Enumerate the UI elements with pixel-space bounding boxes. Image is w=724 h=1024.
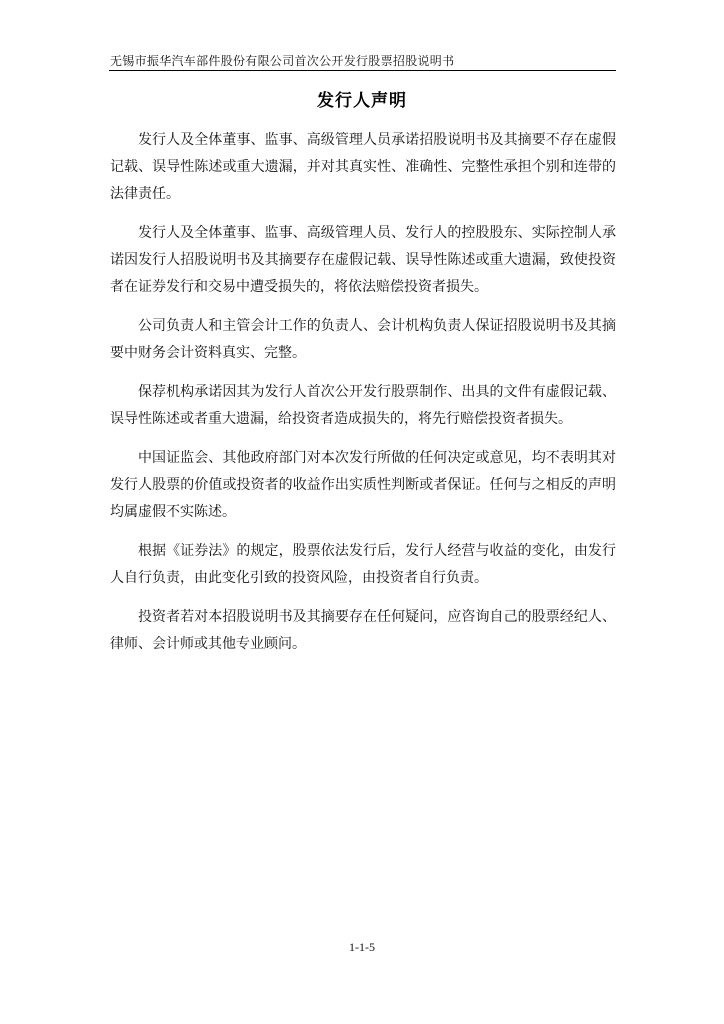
paragraph-4: 保荐机构承诺因其为发行人首次公开发行股票制作、出具的文件有虚假记载、误导性陈述或者重大遗漏，给投资者造成损失的，将先行赔偿投资者损失。 [110, 384, 616, 427]
header-divider [109, 70, 616, 71]
paragraph-6: 根据《证券法》的规定，股票依法发行后，发行人经营与收益的变化，由发行人自行负责，由此变化引致的投资风险，由投资者自行负责。 [110, 543, 616, 586]
page-number: 1-1-5 [349, 940, 375, 954]
running-header: 无锡市振华汽车部件股份有限公司首次公开发行股票招股说明书 [110, 54, 455, 68]
page-title: 发行人声明 [317, 91, 407, 111]
paragraph-2: 发行人及全体董事、监事、高级管理人员、发行人的控股股东、实际控制人承诺因发行人招股说明书及其摘要存在虚假记载、误导性陈述或重大遗漏，致使投资者在证券发行和交易中遭受损失的，将依法赔偿投资者损失。 [110, 225, 616, 295]
paragraph-1: 发行人及全体董事、监事、高级管理人员承诺招股说明书及其摘要不存在虚假记载、误导性陈述或重大遗漏，并对其真实性、准确性、完整性承担个别和连带的法律责任。 [110, 132, 616, 202]
paragraph-3: 公司负责人和主管会计工作的负责人、会计机构负责人保证招股说明书及其摘要中财务会计资料真实、完整。 [110, 318, 616, 361]
paragraph-5: 中国证监会、其他政府部门对本次发行所做的任何决定或意见，均不表明其对发行人股票的价值或投资者的收益作出实质性判断或者保证。任何与之相反的声明均属虚假不实陈述。 [110, 450, 616, 520]
paragraph-7: 投资者若对本招股说明书及其摘要存在任何疑问，应咨询自己的股票经纪人、律师、会计师或其他专业顾问。 [110, 609, 616, 652]
statement-body [110, 127, 616, 670]
